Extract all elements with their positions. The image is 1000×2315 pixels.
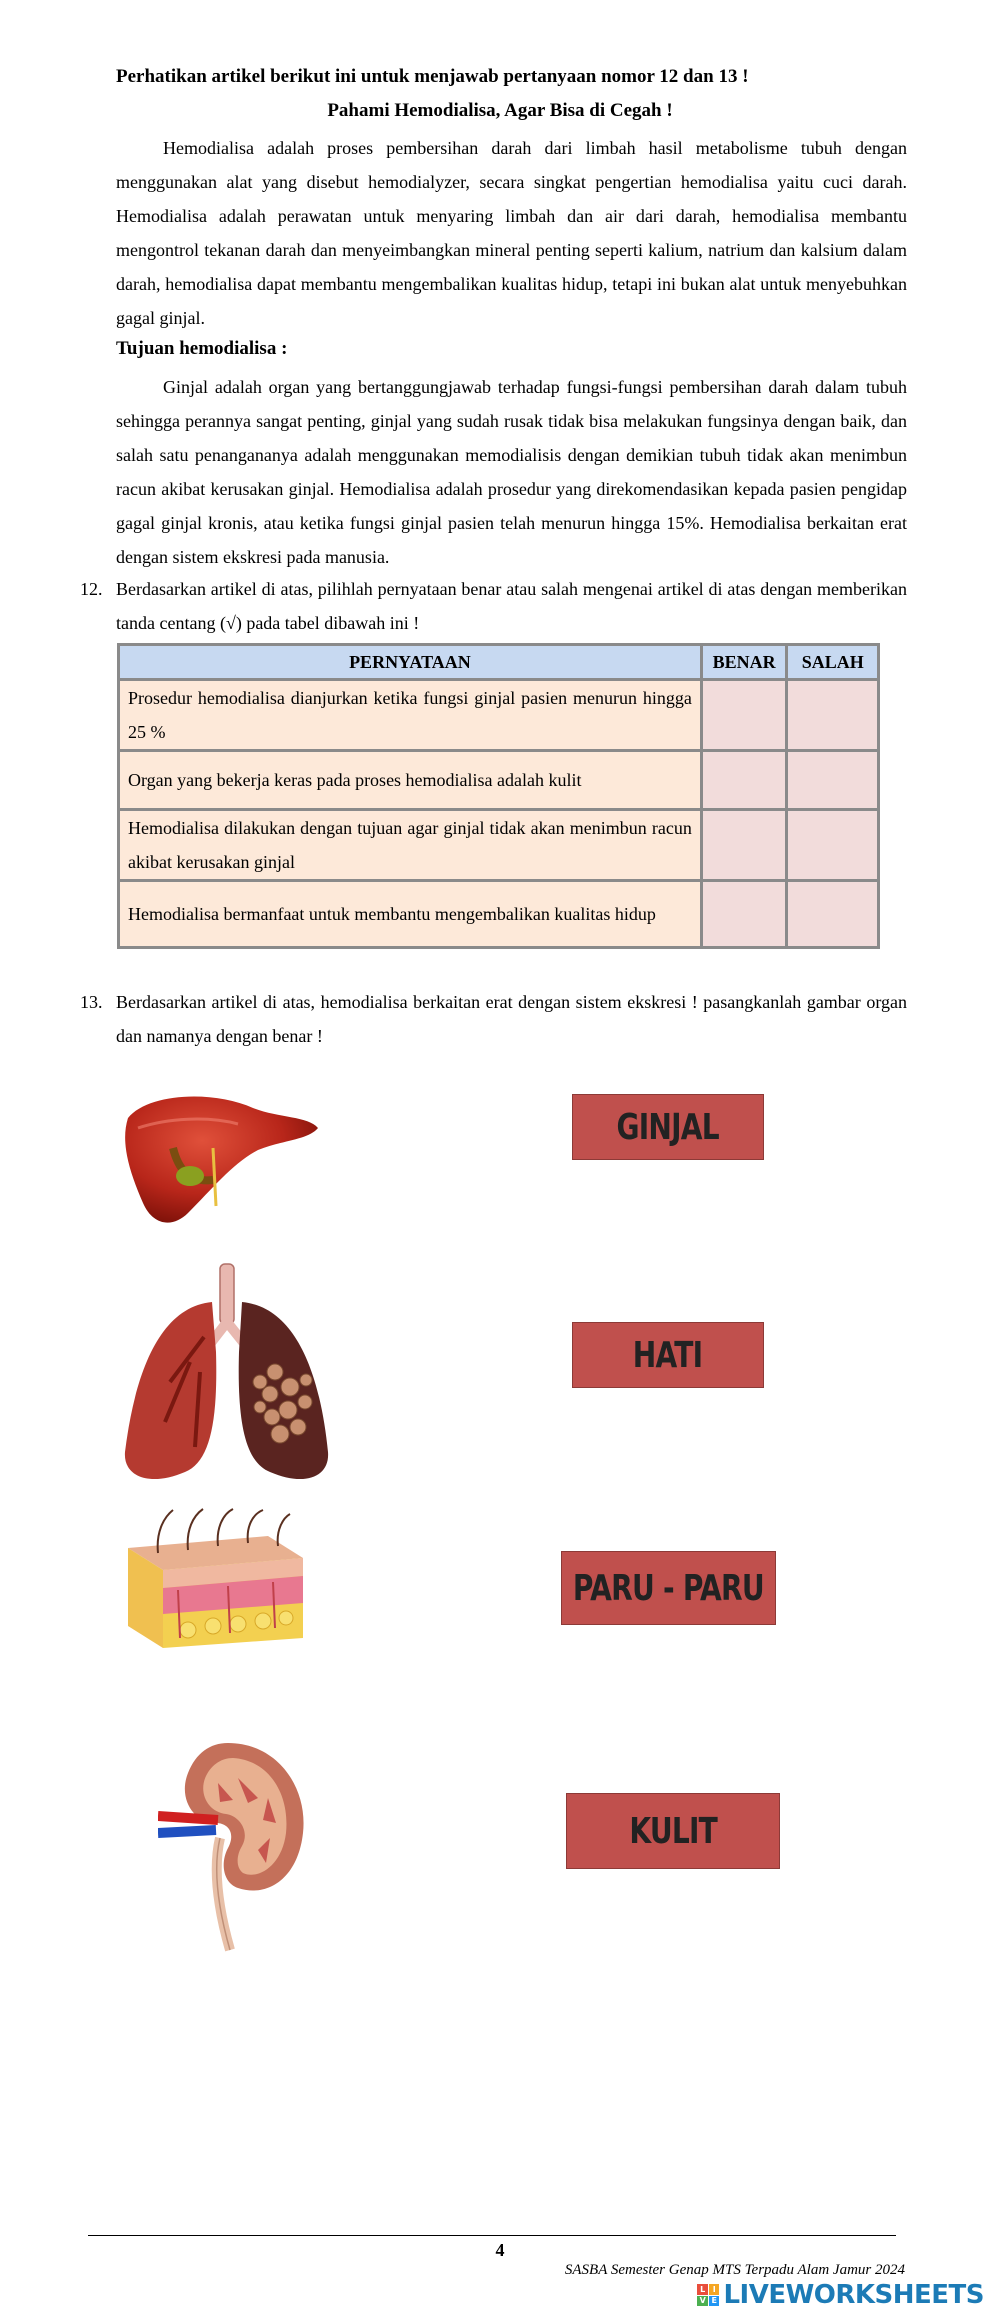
liveworksheets-logo-icon: L I V E <box>697 2284 719 2306</box>
table-row <box>119 680 879 751</box>
question-text: Berdasarkan artikel di atas, hemodialisa berkaitan erat dengan sistem ekskresi ! pasangkanlah gambar organ dan namanya dengan benar ! <box>116 992 907 1046</box>
salah-checkbox[interactable] <box>787 751 879 810</box>
article-paragraph-1: Hemodialisa adalah proses pembersihan darah dari limbah hasil metabolisme tubuh dengan menggunakan alat yang disebut hemodialyzer, secara singkat pengertian hemodialisa yaitu cuci darah. Hemodialisa adalah perawatan untuk menyaring limbah dan air dari darah, hemodialisa membantu mengontrol tekanan darah dan menyeimbangkan mineral penting seperti kalium, natrium dan kalsium dalam darah, hemodialisa dapat membantu mengembalikan kualitas hidup, tetapi ini bukan alat untuk menyebuhkan gagal ginjal. <box>116 138 907 328</box>
article-subheading: Tujuan hemodialisa : <box>116 338 288 359</box>
label-hati[interactable]: HATI <box>572 1322 764 1388</box>
header-salah: SALAH <box>787 645 879 680</box>
footer-text: SASBA Semester Genap MTS Terpadu Alam Jamur 2024 <box>564 2262 905 2278</box>
header-benar: BENAR <box>701 645 787 680</box>
statement-table <box>117 643 880 949</box>
label-paru-paru[interactable]: PARU - PARU <box>561 1551 776 1625</box>
lungs-image <box>120 1262 335 1492</box>
benar-checkbox[interactable] <box>701 881 787 948</box>
table-row <box>119 751 879 810</box>
brand-wordmark: LIVEWORKSHEETS <box>723 2280 984 2310</box>
article-paragraph-2: Ginjal adalah organ yang bertanggungjawab terhadap fungsi-fungsi pembersihan darah dalam tubuh sehingga perannya sangat penting, ginjal yang sudah rusak tidak bisa melakukan fungsinya dengan baik, dan salah satu penangananya adalah menggunakan memodialisis dengan demikian tubuh tidak akan menimbun racun akibat kerusakan ginjal. Hemodialisa adalah prosedur yang direkomendasikan kepada pasien pengidap gagal ginjal kronis, atau ketika fungsi ginjal pasien telah menurun hingga 15%. Hemodialisa berkaitan erat dengan sistem ekskresi pada manusia. <box>116 377 907 567</box>
question-number: 13. <box>80 992 103 1012</box>
benar-checkbox[interactable] <box>701 751 787 810</box>
table-row <box>119 881 879 948</box>
salah-checkbox[interactable] <box>787 881 879 948</box>
skin-image <box>118 1508 308 1678</box>
statement-cell: Prosedur hemodialisa dianjurkan ketika fungsi ginjal pasien menurun hingga 25 % <box>119 680 702 751</box>
liver-image <box>118 1088 323 1233</box>
intro-instruction: Perhatikan artikel berikut ini untuk menjawab pertanyaan nomor 12 dan 13 ! <box>116 66 749 87</box>
question-12 <box>80 572 907 640</box>
table-header-row <box>119 645 879 680</box>
table-row <box>119 810 879 881</box>
benar-checkbox[interactable] <box>701 810 787 881</box>
label-ginjal[interactable]: GINJAL <box>572 1094 764 1160</box>
page-number: 4 <box>495 2240 505 2260</box>
question-text: Berdasarkan artikel di atas, pilihlah pernyataan benar atau salah mengenai artikel di atas dengan memberikan tanda centang (√) pada tabel dibawah ini ! <box>116 579 907 633</box>
statement-cell: Organ yang bekerja keras pada proses hemodialisa adalah kulit <box>119 751 702 810</box>
statement-cell: Hemodialisa dilakukan dengan tujuan agar ginjal tidak akan menimbun racun akibat kerusakan ginjal <box>119 810 702 881</box>
question-number: 12. <box>80 579 103 599</box>
benar-checkbox[interactable] <box>701 680 787 751</box>
statement-cell: Hemodialisa bermanfaat untuk membantu mengembalikan kualitas hidup <box>119 881 702 948</box>
kidney-image <box>158 1738 308 1953</box>
header-pernyataan: PERNYATAAN <box>119 645 702 680</box>
liveworksheets-brand[interactable] <box>697 2281 984 2309</box>
article-title: Pahami Hemodialisa, Agar Bisa di Cegah ! <box>327 100 673 121</box>
salah-checkbox[interactable] <box>787 680 879 751</box>
question-13 <box>80 985 907 1053</box>
label-kulit[interactable]: KULIT <box>566 1793 780 1869</box>
salah-checkbox[interactable] <box>787 810 879 881</box>
footer-divider <box>88 2235 896 2236</box>
